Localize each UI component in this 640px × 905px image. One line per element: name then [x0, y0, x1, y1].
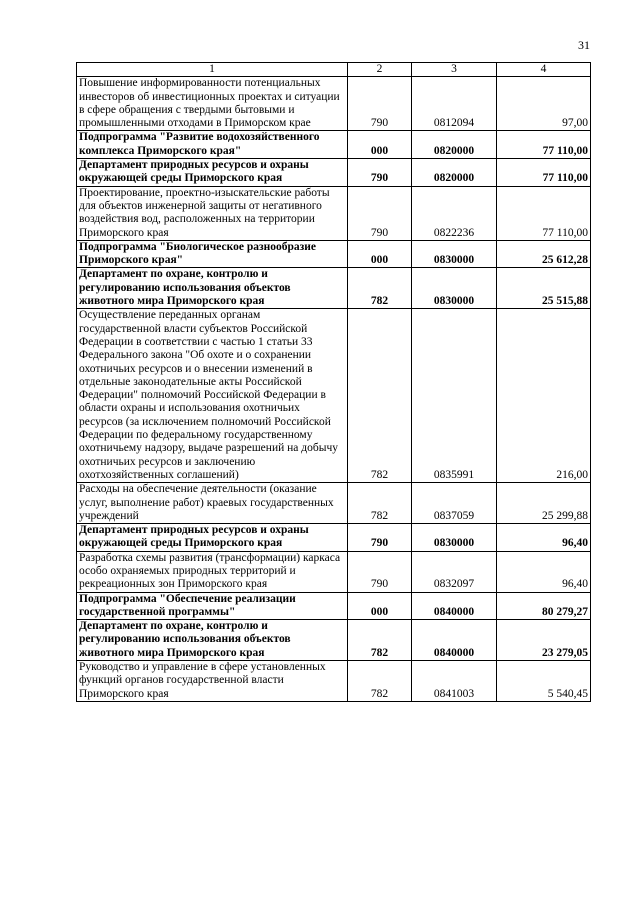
row-csr-cell: 0830000	[412, 268, 497, 309]
table-row	[77, 131, 591, 159]
row-name-cell: Разработка схемы развития (трансформации) каркаса особо охраняемых природных территорий и рекреационных зон Приморского края	[77, 551, 348, 592]
row-csr-cell: 0840000	[412, 592, 497, 620]
table-row	[77, 592, 591, 620]
row-sum-cell: 96,40	[497, 524, 591, 552]
row-code-cell: 790	[348, 159, 412, 187]
row-csr-cell: 0830000	[412, 240, 497, 268]
row-code-cell: 782	[348, 620, 412, 661]
row-name-cell: Подпрограмма "Обеспечение реализации государственной программы"	[77, 592, 348, 620]
row-name-cell: Проектирование, проектно-изыскательские работы для объектов инженерной защиты от негативного воздействия вод, расположенных на территории Приморского края	[77, 186, 348, 240]
table-row	[77, 240, 591, 268]
row-name-cell: Повышение информированности потенциальных инвесторов об инвестиционных проектах и ситуации в сфере обращения с твердыми бытовыми и промышленными отходами в Приморском крае	[77, 77, 348, 131]
row-sum-cell: 216,00	[497, 309, 591, 483]
row-name-cell: Департамент по охране, контролю и регулированию использования объектов животного мира Приморского края	[77, 620, 348, 661]
row-csr-cell: 0812094	[412, 77, 497, 131]
row-name-cell: Подпрограмма "Развитие водохозяйственного комплекса Приморского края"	[77, 131, 348, 159]
table-row	[77, 268, 591, 309]
row-sum-cell: 97,00	[497, 77, 591, 131]
row-csr-cell: 0830000	[412, 524, 497, 552]
table-row	[77, 524, 591, 552]
column-header: 3	[412, 63, 497, 77]
row-csr-cell: 0820000	[412, 131, 497, 159]
row-code-cell: 790	[348, 77, 412, 131]
row-sum-cell: 80 279,27	[497, 592, 591, 620]
row-code-cell: 000	[348, 240, 412, 268]
row-code-cell: 000	[348, 131, 412, 159]
row-csr-cell: 0835991	[412, 309, 497, 483]
row-csr-cell: 0841003	[412, 661, 497, 702]
row-sum-cell: 25 515,88	[497, 268, 591, 309]
row-csr-cell: 0832097	[412, 551, 497, 592]
column-header: 2	[348, 63, 412, 77]
row-name-cell: Департамент по охране, контролю и регулированию использования объектов животного мира Приморского края	[77, 268, 348, 309]
row-code-cell: 000	[348, 592, 412, 620]
row-sum-cell: 5 540,45	[497, 661, 591, 702]
row-code-cell: 782	[348, 309, 412, 483]
column-header: 1	[77, 63, 348, 77]
row-csr-cell: 0822236	[412, 186, 497, 240]
budget-table	[76, 62, 591, 702]
row-name-cell: Расходы на обеспечение деятельности (оказание услуг, выполнение работ) краевых государственных учреждений	[77, 483, 348, 524]
row-csr-cell: 0840000	[412, 620, 497, 661]
row-sum-cell: 77 110,00	[497, 131, 591, 159]
table-row	[77, 77, 591, 131]
table-row	[77, 186, 591, 240]
table-row	[77, 551, 591, 592]
row-sum-cell: 25 299,88	[497, 483, 591, 524]
table-row	[77, 159, 591, 187]
row-name-cell: Руководство и управление в сфере установленных функций органов государственной власти Приморского края	[77, 661, 348, 702]
row-csr-cell: 0837059	[412, 483, 497, 524]
table-row	[77, 483, 591, 524]
table-header-row	[77, 63, 591, 77]
row-sum-cell: 77 110,00	[497, 159, 591, 187]
row-code-cell: 782	[348, 483, 412, 524]
page-number: 31	[578, 38, 590, 52]
row-code-cell: 790	[348, 186, 412, 240]
row-code-cell: 790	[348, 551, 412, 592]
table-row	[77, 309, 591, 483]
row-name-cell: Департамент природных ресурсов и охраны окружающей среды Приморского края	[77, 524, 348, 552]
row-sum-cell: 77 110,00	[497, 186, 591, 240]
table-row	[77, 661, 591, 702]
row-sum-cell: 23 279,05	[497, 620, 591, 661]
row-csr-cell: 0820000	[412, 159, 497, 187]
row-sum-cell: 96,40	[497, 551, 591, 592]
row-name-cell: Осуществление переданных органам государственной власти субъектов Российской Федерации в соответствии с частью 1 статьи 33 Федерального закона "Об охоте и о сохранении охотничьих ресурсов и о внесении изменений в отдельные законодательные акты Российской Федерации" полномочий Российской Федерации в области охраны и использования охотничьих ресурсов (за исключением полномочий Российской Федерации по федеральному государственному охотничьему надзору, выдаче разрешений на добычу охотничьих ресурсов и заключению охотхозяйственных соглашений)	[77, 309, 348, 483]
table-row	[77, 620, 591, 661]
row-code-cell: 782	[348, 661, 412, 702]
row-code-cell: 790	[348, 524, 412, 552]
row-name-cell: Подпрограмма "Биологическое разнообразие Приморского края"	[77, 240, 348, 268]
row-code-cell: 782	[348, 268, 412, 309]
row-name-cell: Департамент природных ресурсов и охраны окружающей среды Приморского края	[77, 159, 348, 187]
row-sum-cell: 25 612,28	[497, 240, 591, 268]
column-header: 4	[497, 63, 591, 77]
